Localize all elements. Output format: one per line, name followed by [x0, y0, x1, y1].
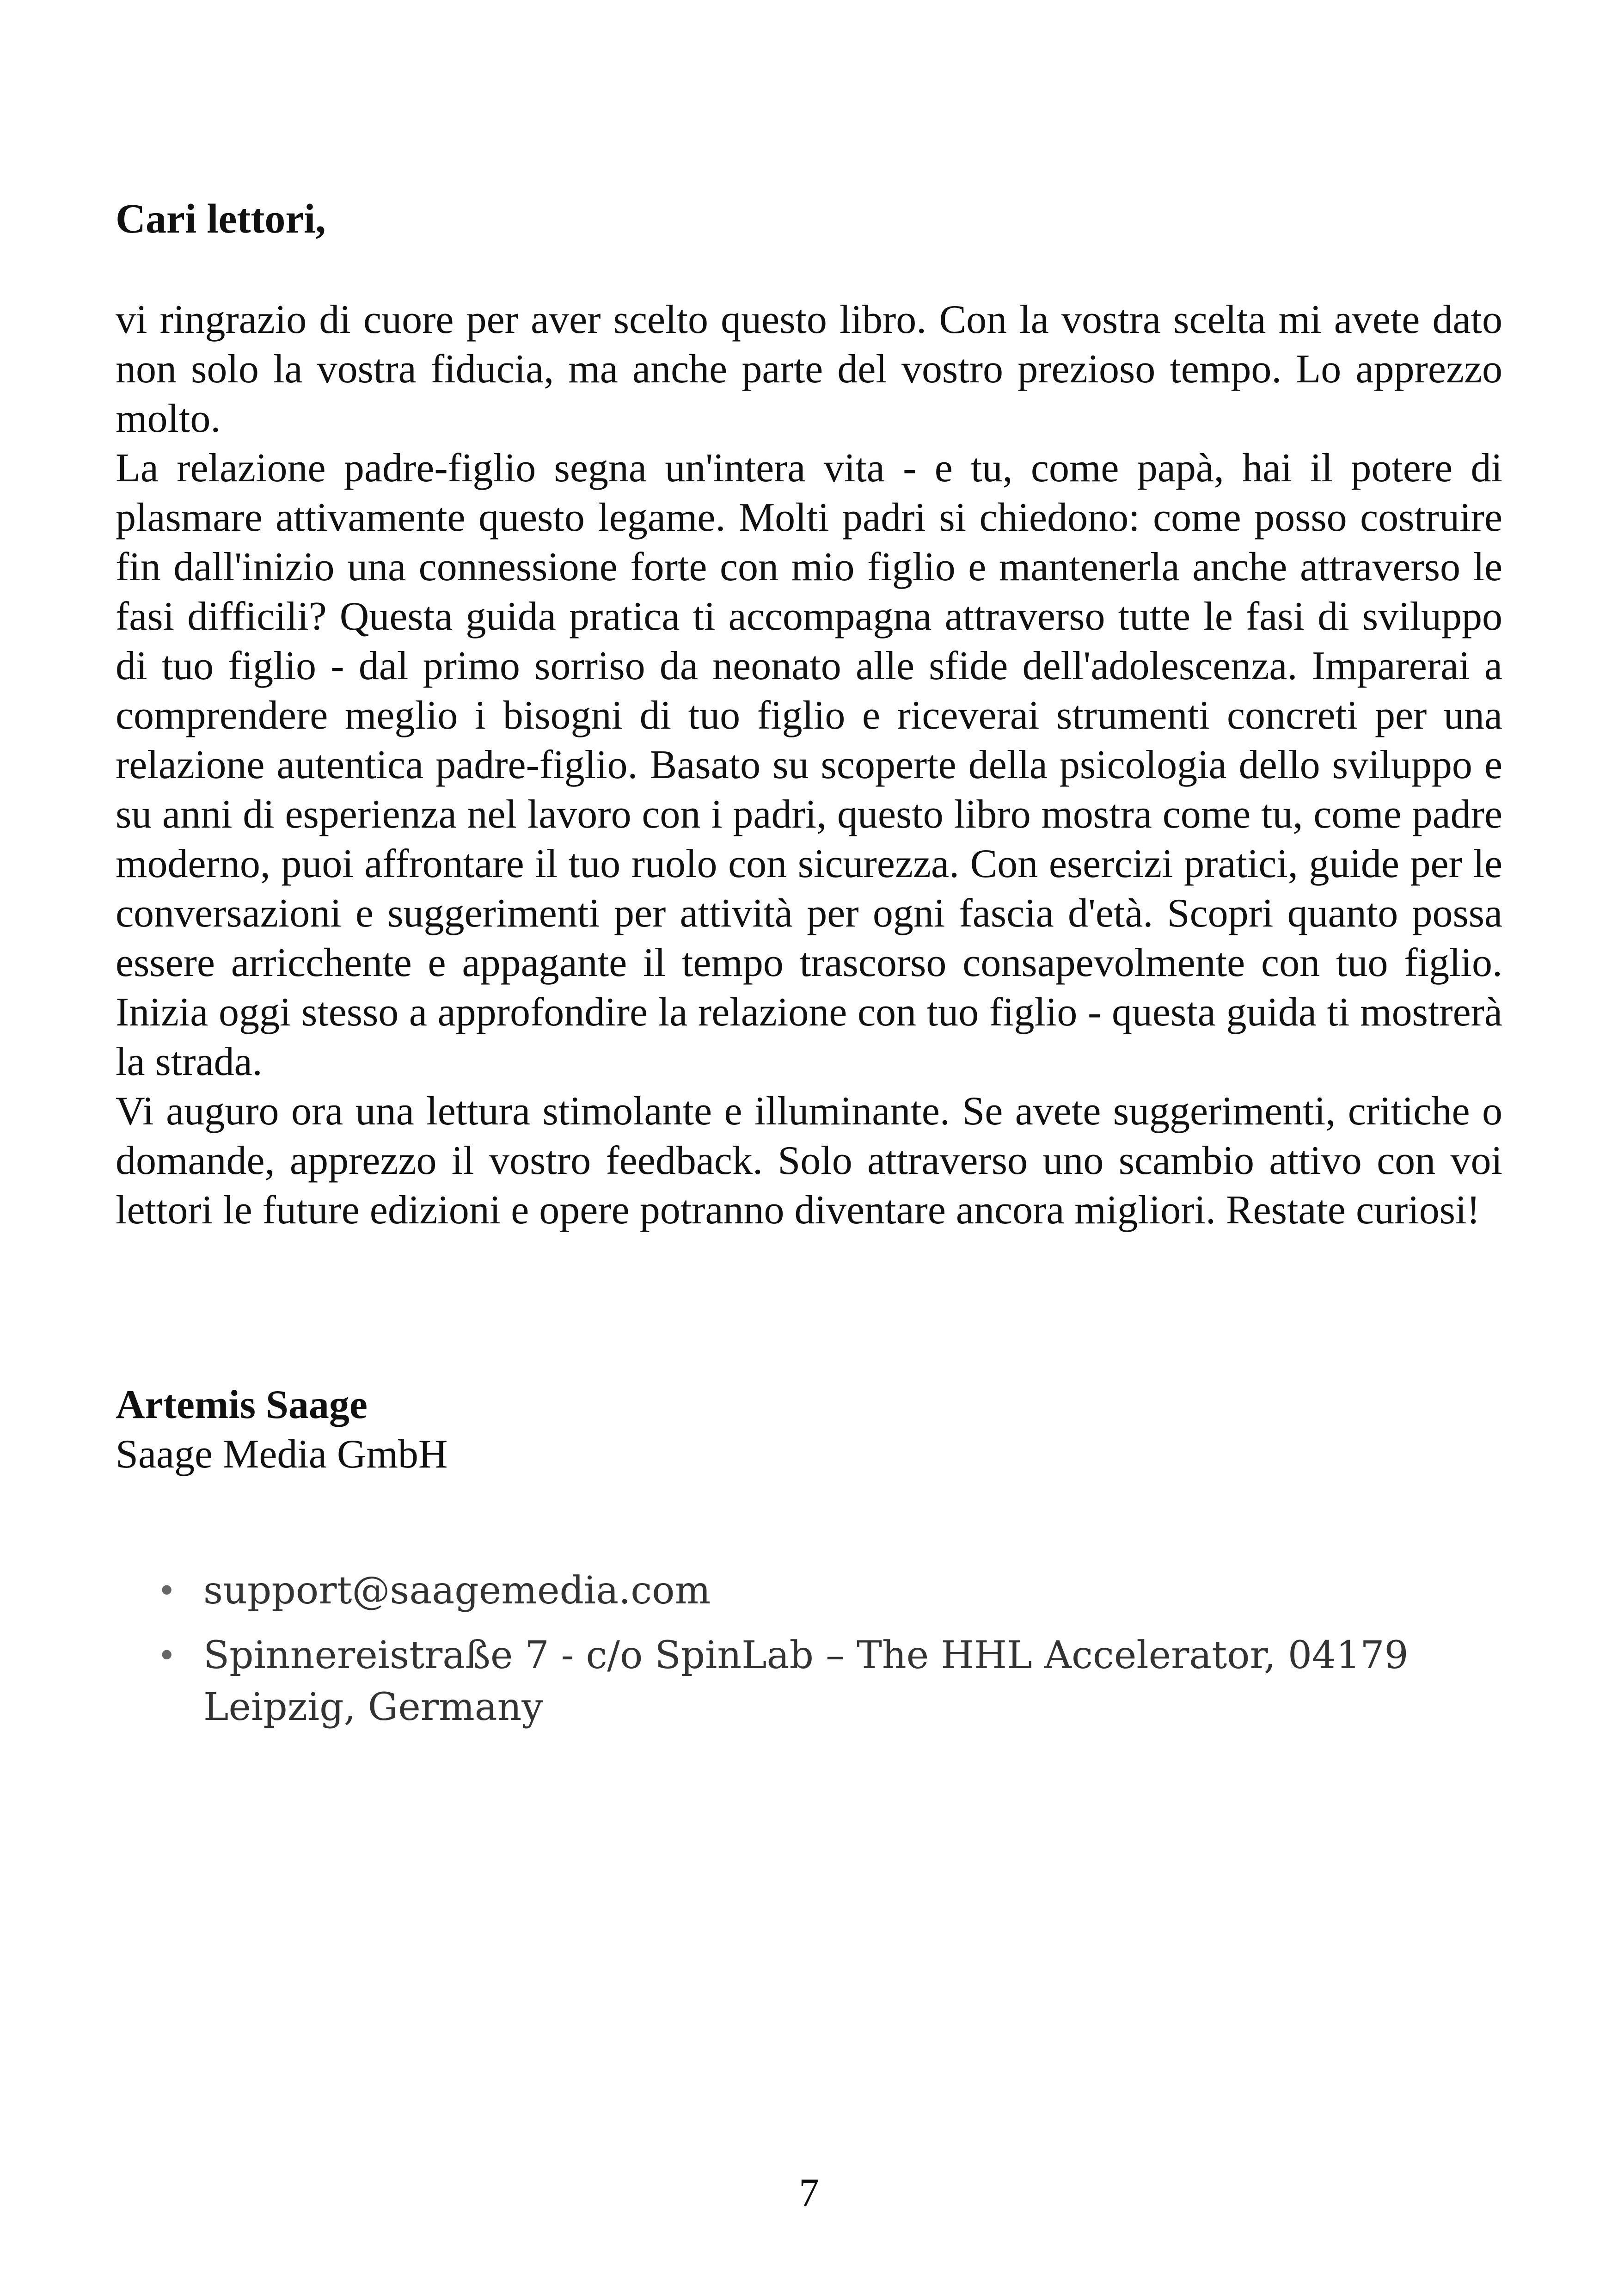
contact-address-item [157, 1630, 1498, 1733]
contact-email-item [157, 1565, 1498, 1617]
signature-block [116, 1380, 447, 1479]
contact-list [157, 1565, 1498, 1746]
paragraph-intro: vi ringrazio di cuore per aver scelto questo libro. Con la vostra scelta mi avete dato non solo la vostra fiducia, ma anche parte del vostro prezioso tempo. Lo apprezzo molto. [116, 297, 1502, 441]
paragraph-closing: Vi auguro ora una lettura stimolante e illuminante. Se avete suggerimenti, critiche o domande, apprezzo il vostro feedback. Solo attraverso uno scambio attivo con voi lettori le future edizioni e opere potranno diventare ancora migliori. Restate curiosi! [116, 1089, 1502, 1233]
page-number: 7 [799, 2171, 819, 2216]
author-name: Artemis Saage [116, 1382, 368, 1427]
bullet-icon: • [157, 1572, 177, 1610]
bullet-icon: • [157, 1637, 177, 1675]
paragraph-book-description: La relazione padre-figlio segna un'intera vita - e tu, come papà, hai il potere di plasmare attivamente questo legame. Molti padri si chiedono: come posso costruire fin dall'inizio una connessione forte con mio figlio e mantenerla anche attraverso le fasi difficili? Questa guida pratica ti accompagna attraverso tutte le fasi di sviluppo di tuo figlio - dal primo sorriso da neonato alle sfide dell'adolescenza. Imparerai a comprendere meglio i bisogni di tuo figlio e riceverai strumenti concreti per una relazione autentica padre-figlio. Basato su scoperte della psicologia dello sviluppo e su anni di esperienza nel lavoro con i padri, questo libro mostra come tu, come padre moderno, puoi affrontare il tuo ruolo con sicurezza. Con esercizi pratici, guide per le conversazioni e suggerimenti per attività per ogni fascia d'età. Scopri quanto possa essere arricchente e appagante il tempo trascorso consapevolmente con tuo figlio. Inizia oggi stesso a approfondire la relazione con tuo figlio - questa guida ti mostrerà la strada. [116, 446, 1502, 1084]
document-page [116, 0, 1502, 2296]
contact-email[interactable]: support@saagemedia.com [203, 1569, 711, 1613]
letter-body [116, 295, 1502, 1235]
salutation: Cari lettori, [116, 196, 326, 242]
company-name: Saage Media GmbH [116, 1432, 448, 1477]
contact-address: Spinnereistraße 7 - c/o SpinLab – The HHL Accelerator, 04179 Leipzig, Germany [203, 1633, 1409, 1729]
